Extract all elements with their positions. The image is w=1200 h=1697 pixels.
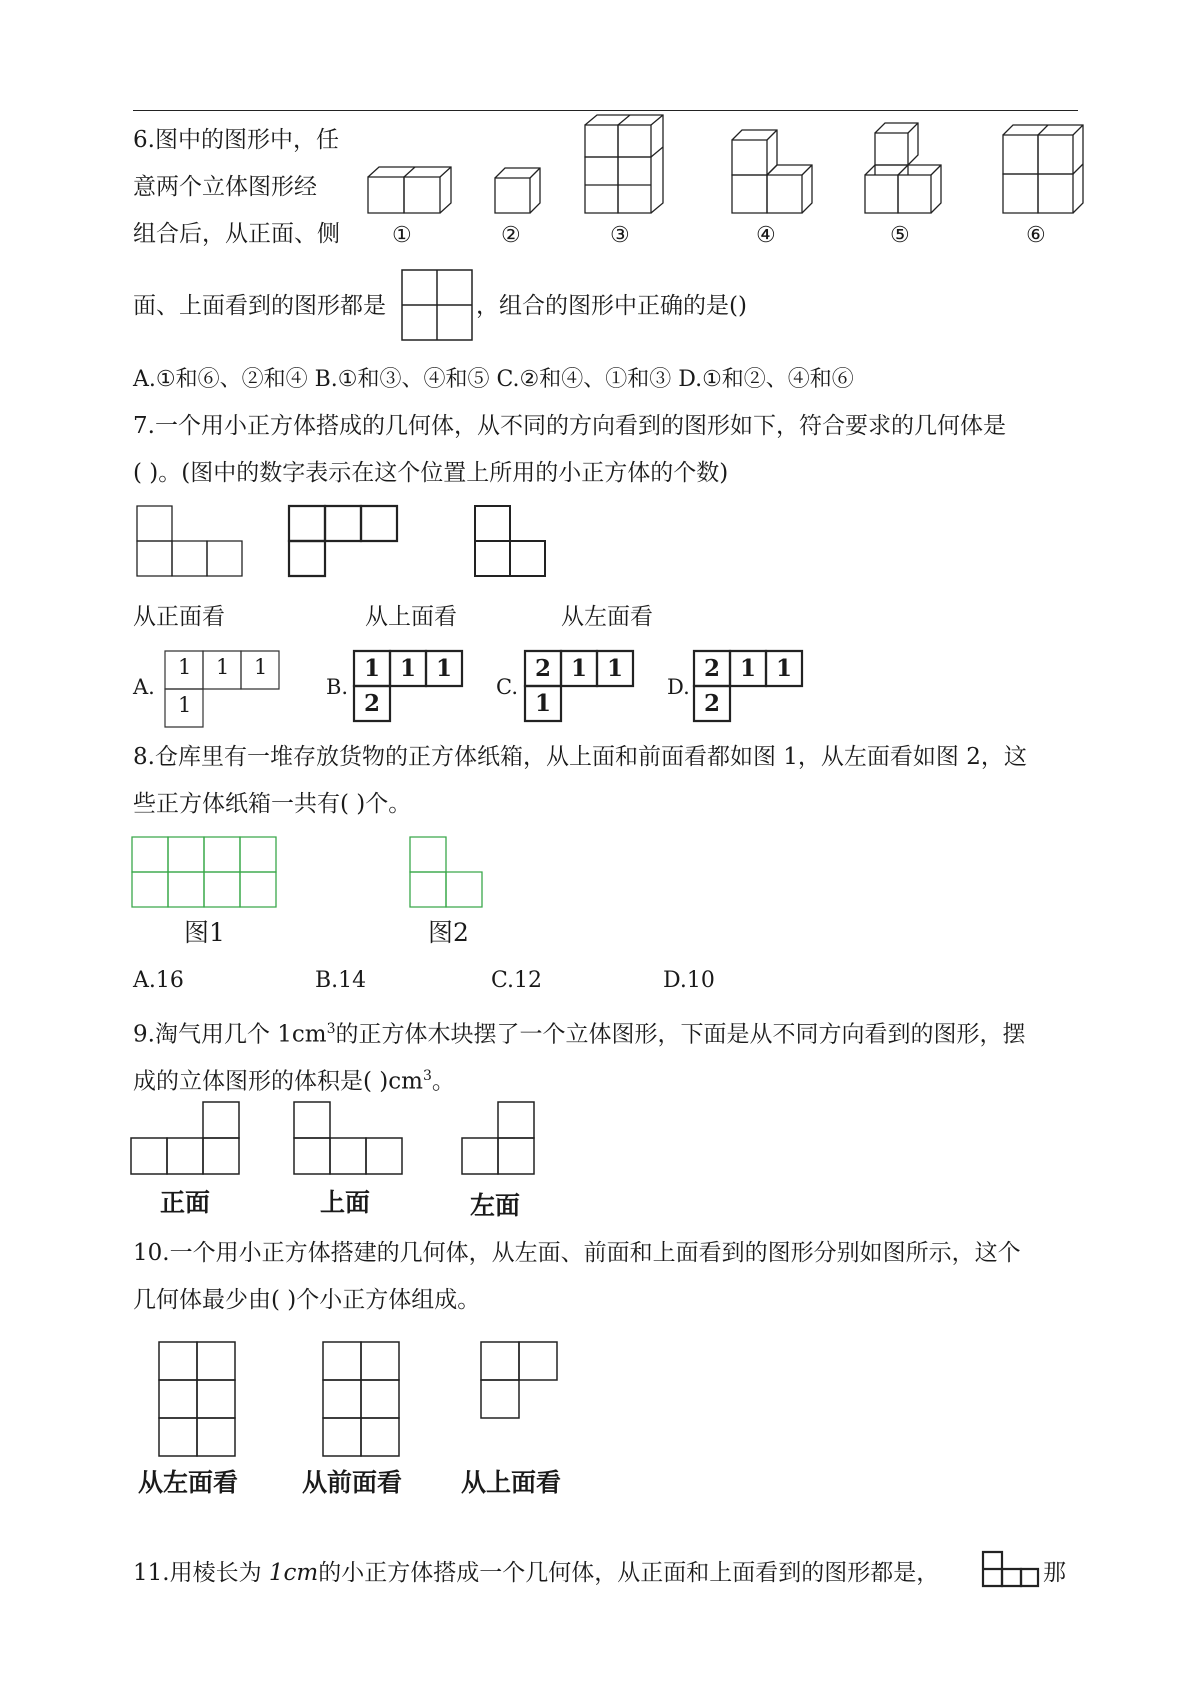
q7-option-d-cell-3: 1 <box>776 655 793 682</box>
q7-option-b-cell-2: 1 <box>400 655 417 682</box>
q9-line2-a: 成的立体图形的体积是( )cm <box>133 1068 423 1095</box>
q6-figure-3 <box>585 115 663 213</box>
q9-view-label-front: 正面 <box>160 1188 211 1217</box>
q10-view-label-top: 从上面看 <box>461 1468 562 1497</box>
q10-line1: 10.一个用小正方体搭建的几何体，从左面、前面和上面看到的图形分别如图所示，这个 <box>133 1240 1021 1266</box>
q7-option-d-cell-1: 2 <box>704 655 721 682</box>
q9-line2-b: 。 <box>431 1068 455 1095</box>
q7-option-a-cell-3: 1 <box>254 655 268 679</box>
q6-figure-4 <box>732 130 812 213</box>
q11-line1-math: 1cm <box>268 1560 319 1586</box>
q6-figure-label-1: ① <box>392 223 412 248</box>
q9-line2-sup: 3 <box>422 1068 432 1084</box>
q8-option-b: B.14 <box>315 968 367 993</box>
q8-line1: 8.仓库里有一堆存放货物的正方体纸箱，从上面和前面看都如图 1，从左面看如图 2，这 <box>133 744 1027 770</box>
q7-line1: 7.一个用小正方体搭成的几何体，从不同的方向看到的图形如下，符合要求的几何体是 <box>133 413 1006 439</box>
q6-figure-1 <box>368 167 451 213</box>
q9-front-view <box>131 1102 239 1174</box>
q7-option-b-cell-1: 1 <box>364 655 381 682</box>
q10-view-figures <box>155 1340 605 1465</box>
q7-view-figures <box>130 505 730 595</box>
q7-option-a-letter: A. <box>133 675 155 699</box>
q10-view-label-left: 从左面看 <box>138 1468 239 1497</box>
q11-line1-end: 那 <box>1043 1560 1066 1586</box>
q7-view-label-top: 从上面看 <box>365 604 457 630</box>
q9-view-figures <box>130 1100 580 1180</box>
q6-figure-6 <box>1003 125 1083 213</box>
q7-option-b-cell-3: 1 <box>436 655 453 682</box>
q6-figure-label-3: ③ <box>610 223 630 248</box>
q10-line2: 几何体最少由( )个小正方体组成。 <box>133 1287 481 1313</box>
q7-option-c-letter: C. <box>496 675 518 699</box>
q7-option-d-cell-2: 1 <box>740 655 757 682</box>
q8-option-a: A.16 <box>133 968 184 993</box>
q7-view-label-front: 从正面看 <box>133 604 225 630</box>
q7-option-c-cell-3: 1 <box>607 655 624 682</box>
q6-solid-figures <box>0 100 1200 360</box>
q9-top-view <box>294 1102 402 1174</box>
q6-line2: 意两个立体图形经 <box>133 174 317 200</box>
q9-line1 <box>133 1014 1026 1050</box>
q6-figure-5 <box>865 123 941 213</box>
q8-option-d: D.10 <box>663 968 715 993</box>
q8-line2: 些正方体纸箱一共有( )个。 <box>133 791 412 817</box>
q7-option-d-cell-4: 2 <box>704 690 721 717</box>
q6-line3: 组合后，从正面、侧 <box>133 221 340 247</box>
q9-left-view <box>462 1102 534 1174</box>
q6-figure-label-2: ② <box>501 223 521 248</box>
q6-inline-square-grid <box>401 269 473 341</box>
q6-line1: 6.图中的图形中，任 <box>133 127 339 153</box>
q7-option-a-cell-2: 1 <box>216 655 230 679</box>
q7-option-b-cell-4: 2 <box>364 690 381 717</box>
q8-figure-1-label: 图1 <box>184 918 225 947</box>
q7-option-c-cell-1: 2 <box>535 655 552 682</box>
q9-line1-a: 9.淘气用几个 1cm <box>133 1021 327 1048</box>
q9-view-label-left: 左面 <box>470 1191 521 1220</box>
q10-front-view <box>323 1342 399 1456</box>
q6-figure-label-5: ⑤ <box>890 223 910 248</box>
q7-left-view <box>475 506 545 576</box>
q8-option-c: C.12 <box>491 968 543 993</box>
q6-figure-label-6: ⑥ <box>1026 223 1046 248</box>
q6-line4-b: ，组合的图形中正确的是() <box>476 293 747 319</box>
q8-figure-1-grid <box>132 837 276 907</box>
q10-left-view <box>159 1342 235 1456</box>
q8-figure-2-label: 图2 <box>428 918 469 947</box>
q7-option-c-cell-4: 1 <box>535 690 552 717</box>
q11-line1-a: 11.用棱长为 <box>133 1560 269 1586</box>
q9-line2 <box>133 1061 455 1097</box>
q7-option-a-cell-1: 1 <box>178 655 192 679</box>
q8-figure-2-grid <box>410 837 482 907</box>
q7-option-a-cell-4: 1 <box>178 693 192 717</box>
q9-line1-sup: 3 <box>326 1021 336 1037</box>
q9-view-label-top: 上面 <box>320 1188 371 1217</box>
q7-option-b-letter: B. <box>326 675 349 699</box>
q7-option-d-letter: D. <box>667 675 690 699</box>
q11-inline-figure <box>981 1550 1041 1590</box>
q6-figure-2 <box>495 168 540 213</box>
q10-view-label-front: 从前面看 <box>302 1468 403 1497</box>
q11-line1 <box>133 1558 939 1588</box>
q7-line2: ( )。(图中的数字表示在这个位置上所用的小正方体的个数) <box>133 460 729 486</box>
q7-option-c-cell-2: 1 <box>571 655 588 682</box>
q7-view-label-left: 从左面看 <box>561 604 653 630</box>
q8-figures <box>130 835 630 915</box>
q6-line4-a: 面、上面看到的图形都是 <box>133 293 386 319</box>
q10-top-view <box>481 1342 557 1418</box>
q7-top-view <box>289 506 397 576</box>
q6-options: A.①和⑥、②和④ B.①和③、④和⑤ C.②和④、①和③ D.①和②、④和⑥ <box>133 367 854 392</box>
q9-line1-b: 的正方体木块摆了一个立体图形，下面是从不同方向看到的图形，摆 <box>335 1021 1026 1048</box>
q11-line1-b: 的小正方体搭成一个几何体，从正面和上面看到的图形都是， <box>318 1560 940 1586</box>
q6-figure-label-4: ④ <box>756 223 776 248</box>
q7-front-view <box>137 506 242 576</box>
